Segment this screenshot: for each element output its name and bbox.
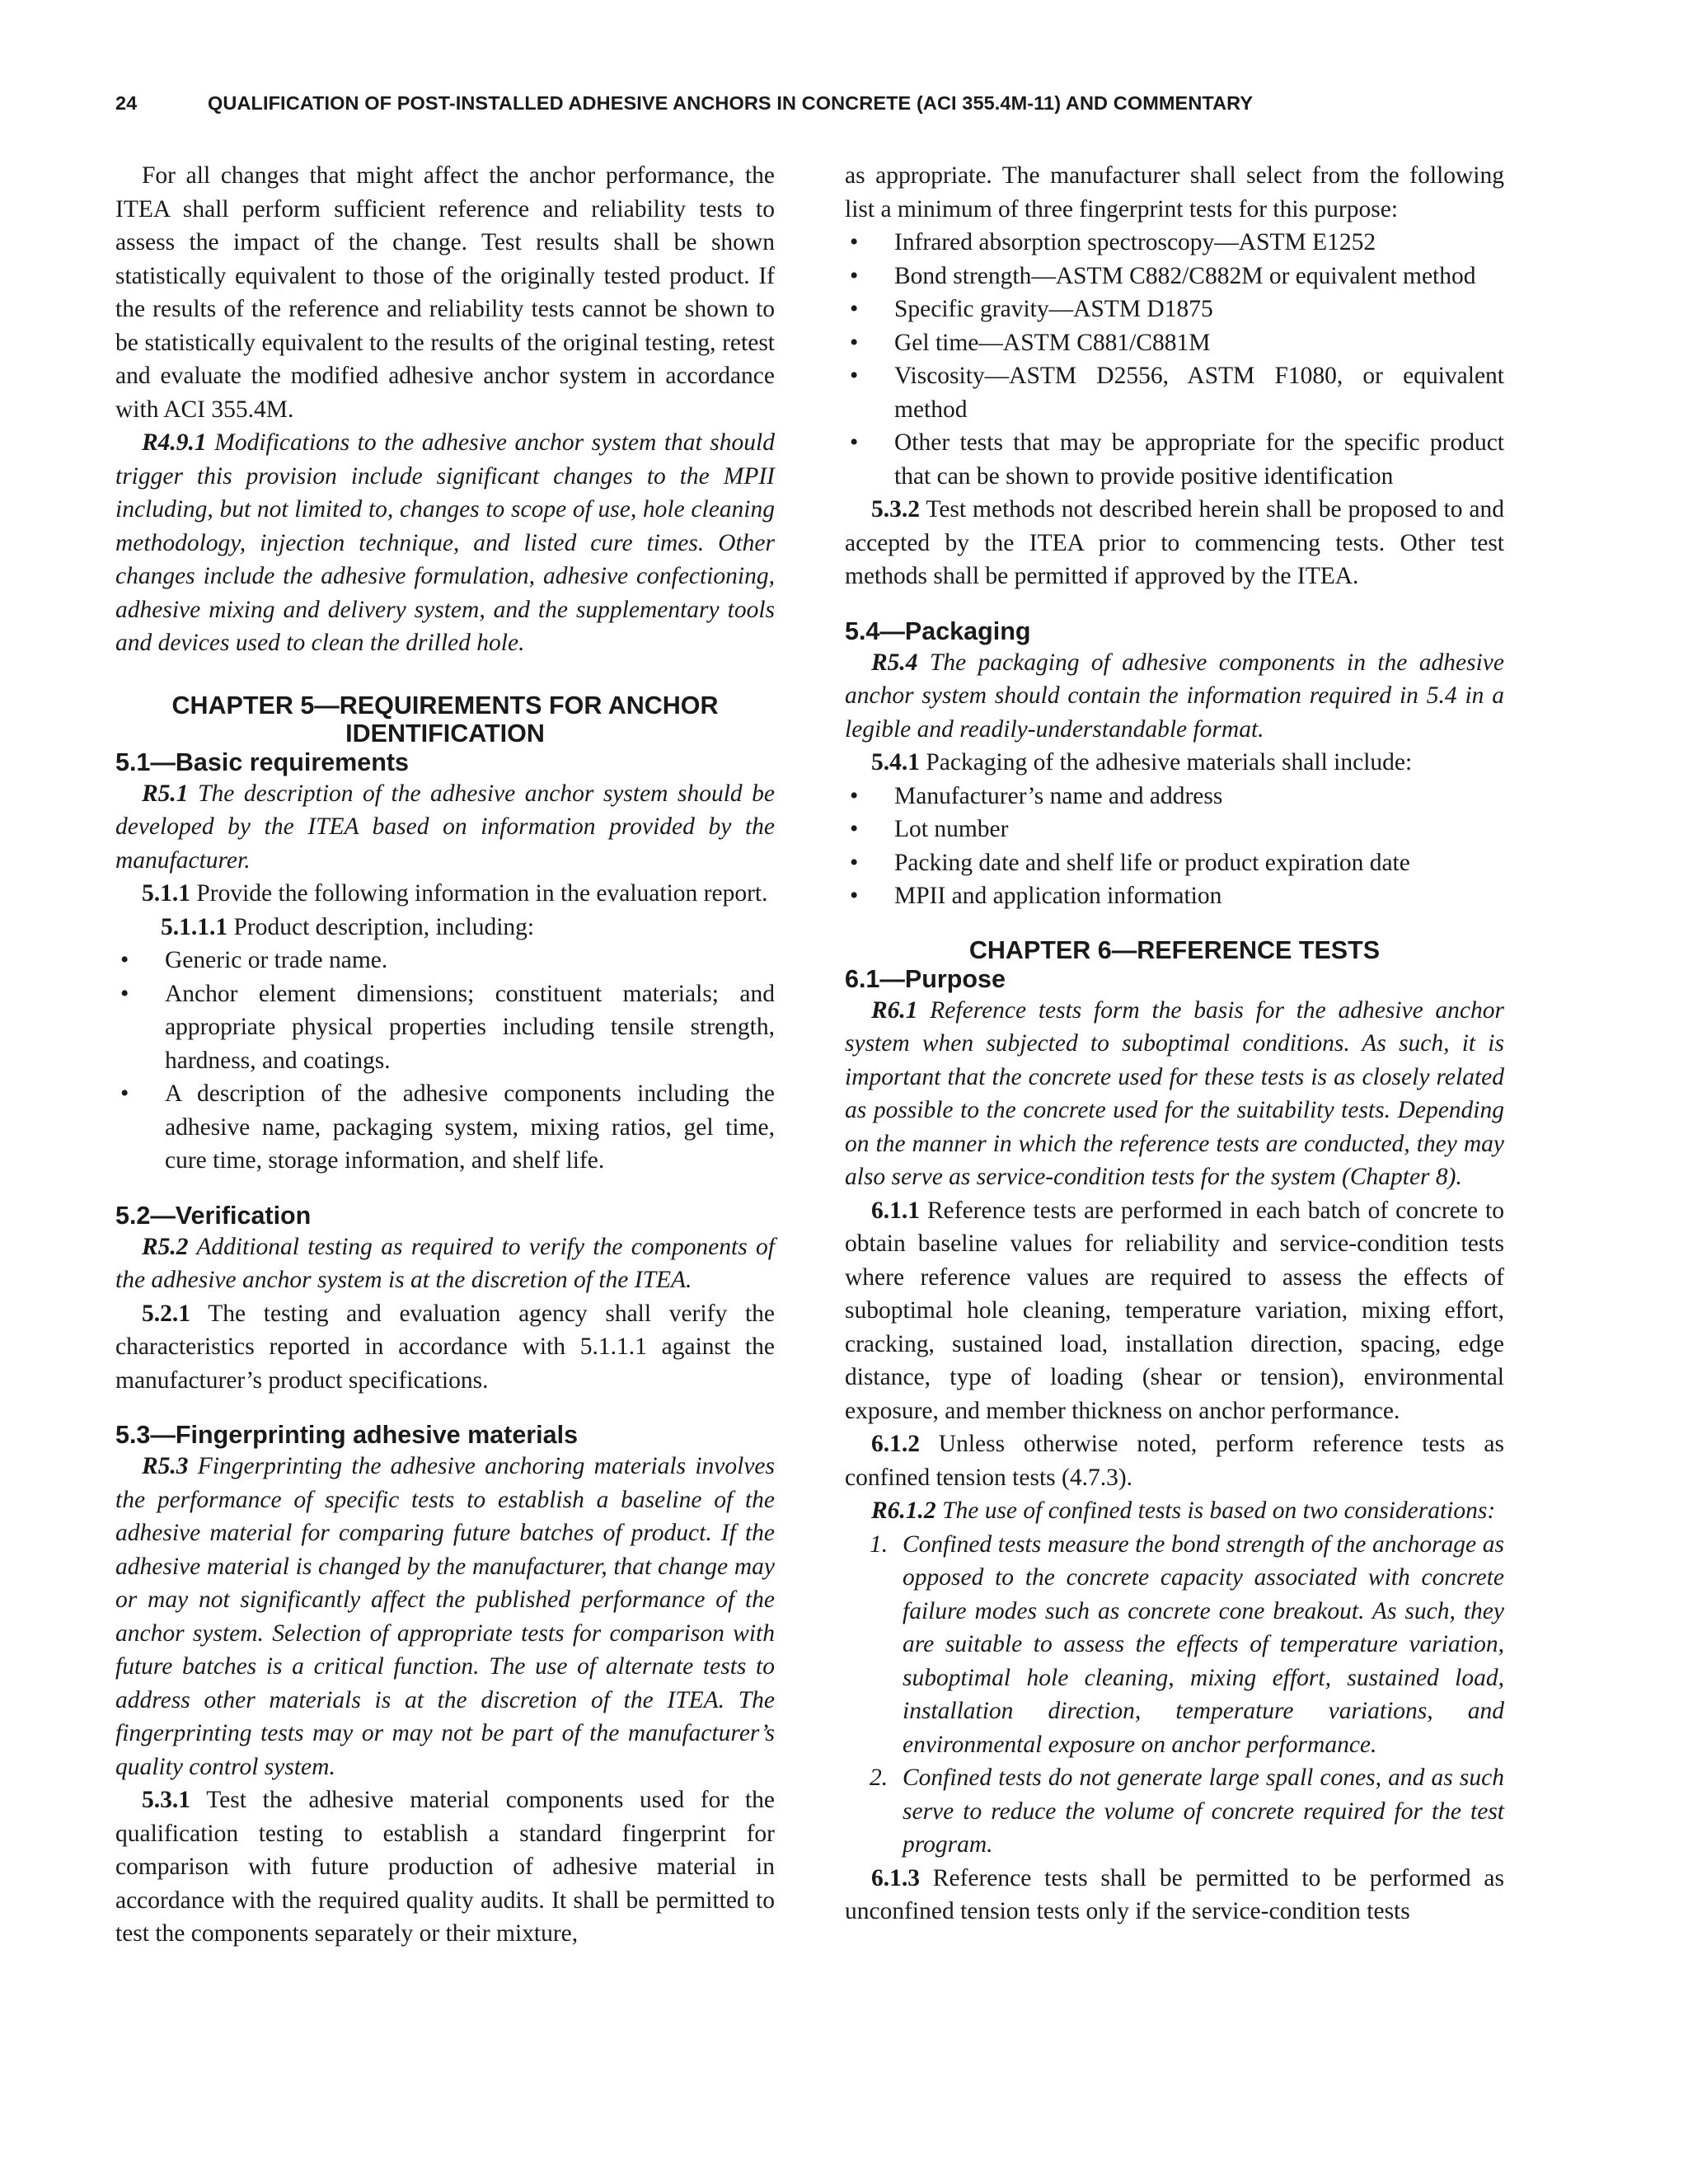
section-5-3-1 [115, 1783, 775, 1951]
section-text: Product description, including: [227, 913, 535, 940]
list-item: • Specific gravity—ASTM D1875 [850, 296, 1213, 322]
commentary-text: Reference tests form the basis for the adhesive anchor system when subjected to suboptimal conditions. As such, it is important that the concrete used for these tests is as closely related as possible to the concrete used for the suitability tests. Depending on the manner in which the reference tests are conducted, they may also serve as service-condition tests for the system (Chapter 8). [845, 996, 1504, 1190]
commentary-label: R5.2 [142, 1233, 189, 1260]
section-6-1-heading: 6.1—Purpose [845, 964, 1006, 993]
considerations-list [845, 1528, 1504, 1862]
section-label: 5.3.1 [142, 1787, 190, 1813]
section-6-1-3 [845, 1862, 1504, 1929]
section-5-4-1 [845, 746, 1504, 780]
commentary-text: The packaging of adhesive components in the adhesive anchor system should contain the information required in 5.4 in a legible and readily-understandable format. [845, 649, 1504, 743]
section-text: Test the adhesive material components used for the qualification testing to establish a standard fingerprint for comparison with future production of adhesive material in accordance with the required quality audits. It shall be permitted to test the components separately or their mixture, [115, 1787, 775, 1947]
left-column [115, 159, 775, 1951]
running-title: QUALIFICATION OF POST-INSTALLED ADHESIVE ANCHORS IN CONCRETE (ACI 355.4M-11) AND COMMENTARY [208, 92, 1254, 114]
list-item: • Manufacturer’s name and address [850, 782, 1223, 809]
section-5-1-1-1 [115, 911, 775, 944]
list-item: • Other tests that may be appropriate for the specific product that can be shown to provide positive identification [850, 429, 1504, 490]
list-item: • Lot number [850, 816, 1009, 842]
section-6-1-2 [845, 1427, 1504, 1494]
section-text: Reference tests are performed in each batch of concrete to obtain baseline values for reliability and service-condition tests where reference values are required to assess the effects of suboptimal hole cleaning, temperature variation, mixing effort, cracking, sustained load, installation direction, spacing, edge distance, type of loading (shear or tension), environmental exposure, and member thickness on anchor performance. [845, 1197, 1504, 1424]
commentary-r5-2 [115, 1230, 775, 1297]
page-number: 24 [115, 92, 138, 114]
section-5-2-heading: 5.2—Verification [115, 1201, 312, 1230]
section-label: 5.3.2 [871, 496, 920, 523]
commentary-label: R4.9.1 [142, 429, 207, 456]
right-column [845, 159, 1504, 1929]
list-item: • Generic or trade name. [120, 947, 388, 973]
commentary-label: R6.1.2 [871, 1497, 936, 1524]
section-text: Test methods not described herein shall be proposed to and accepted by the ITEA prior to commencing tests. Other test methods shall be permitted if approved by the ITEA. [845, 496, 1504, 589]
product-description-list [115, 944, 775, 1178]
chapter-6-heading: CHAPTER 6—REFERENCE TESTS [968, 935, 1381, 964]
commentary-text: The description of the adhesive anchor system should be developed by the ITEA based on information provided by the manufacturer. [115, 780, 775, 874]
commentary-r6-1-2 [845, 1494, 1504, 1528]
section-5-1-1 [115, 877, 775, 911]
section-5-3-heading: 5.3—Fingerprinting adhesive materials [115, 1421, 579, 1449]
commentary-label: R5.4 [871, 649, 918, 676]
section-text: The testing and evaluation agency shall verify the characteristics reported in accordance with 5.1.1.1 against the manufacturer’s product specifications. [115, 1300, 775, 1394]
chapter-5-title-line-2: IDENTIFICATION [345, 719, 545, 748]
paragraph-continued: as appropriate. The manufacturer shall select from the following list a minimum of three fingerprint tests for this purpose: [845, 162, 1504, 223]
section-6-1-1 [845, 1194, 1504, 1428]
paragraph-changes: For all changes that might affect the anchor performance, the ITEA shall perform sufficient reference and reliability tests to assess the impact of the change. Test results shall be shown statistically equivalent to those of the originally tested product. If the results of the reference and reliability tests cannot be shown to be statistically equivalent to the results of the original testing, retest and evaluate the modified adhesive anchor system in accordance with ACI 355.4M. [115, 162, 775, 423]
chapter-5-title-line-1: CHAPTER 5—REQUIREMENTS FOR ANCHOR [171, 691, 719, 719]
list-item: • Anchor element dimensions; constituent materials; and appropriate physical properties including tensile strength, hardness, and coatings. [120, 980, 775, 1074]
list-item: • Infrared absorption spectroscopy—ASTM E1252 [850, 229, 1376, 255]
section-label: 6.1.3 [871, 1864, 920, 1891]
packaging-list [845, 780, 1504, 913]
commentary-r4-9-1 [115, 426, 775, 660]
commentary-label: R5.3 [142, 1453, 189, 1479]
list-item: • A description of the adhesive components including the adhesive name, packaging system, mixing ratios, gel time, cure time, storage information, and shelf life. [120, 1080, 775, 1174]
commentary-r5-4 [845, 646, 1504, 747]
commentary-r5-3 [115, 1450, 775, 1783]
section-5-4-heading: 5.4—Packaging [845, 616, 1031, 645]
commentary-label: R5.1 [142, 780, 189, 807]
commentary-text: Fingerprinting the adhesive anchoring materials involves the performance of specific tests to establish a baseline of the adhesive material for comparing future batches of product. If the adhesive material is changed by the manufacturer, that change may or may not significantly affect the published performance of the anchor system. Selection of appropriate tests for comparison with future batches is a critical function. The use of alternate tests to address other materials is at the discretion of the ITEA. The fingerprinting tests may or may not be part of the manufacturer’s quality control system. [115, 1453, 775, 1780]
page-header [115, 92, 1508, 115]
section-label: 6.1.2 [871, 1431, 920, 1457]
section-5-2-1 [115, 1297, 775, 1398]
section-label: 5.1.1 [142, 880, 190, 907]
list-item: 2. Confined tests do not generate large spall cones, and as such serve to reduce the volume of concrete required for the test program. [870, 1765, 1504, 1858]
section-5-3-2 [845, 493, 1504, 593]
section-text: Unless otherwise noted, perform reference tests as confined tension tests (4.7.3). [845, 1431, 1504, 1491]
list-item: 1. Confined tests measure the bond strength of the anchorage as opposed to the concrete capacity associated with concrete failure modes such as concrete cone breakout. As such, they are suitable to assess the effects of temperature variation, suboptimal hole cleaning, mixing effort, sustained load, installation direction, temperature variations, and environmental exposure on anchor performance. [870, 1530, 1504, 1758]
list-item: • Viscosity—ASTM D2556, ASTM F1080, or equivalent method [850, 363, 1504, 423]
section-label: 5.4.1 [871, 749, 920, 776]
fingerprint-tests-list [845, 226, 1504, 493]
list-item: • Packing date and shelf life or product expiration date [850, 849, 1410, 876]
section-text: Provide the following information in the evaluation report. [190, 880, 768, 907]
section-text: Reference tests shall be permitted to be performed as unconfined tension tests only if the service-condition tests [845, 1864, 1504, 1924]
section-5-1-heading: 5.1—Basic requirements [115, 748, 409, 776]
section-label: 5.1.1.1 [161, 913, 228, 940]
commentary-text: Additional testing as required to verify the components of the adhesive anchor system is at the discretion of the ITEA. [115, 1233, 775, 1293]
chapter-5-heading [115, 691, 775, 748]
section-text: Packaging of the adhesive materials shall include: [920, 749, 1413, 776]
commentary-r5-1 [115, 777, 775, 878]
section-label: 6.1.1 [871, 1197, 920, 1224]
list-item: • Bond strength—ASTM C882/C882M or equivalent method [850, 262, 1476, 289]
commentary-r6-1 [845, 994, 1504, 1194]
list-item: • MPII and application information [850, 883, 1222, 909]
commentary-text: Modifications to the adhesive anchor system that should trigger this provision include significant changes to the MPII including, but not limited to, changes to scope of use, hole cleaning methodology, injection technique, and listed cure times. Other changes include the adhesive formulation, adhesive confectioning, adhesive mixing and delivery system, and the supplementary tools and devices used to clean the drilled hole. [115, 429, 775, 656]
list-item: • Gel time—ASTM C881/C881M [850, 329, 1211, 356]
commentary-label: R6.1 [871, 996, 918, 1024]
section-label: 5.2.1 [142, 1300, 190, 1327]
commentary-text: The use of confined tests is based on two considerations: [935, 1497, 1496, 1524]
